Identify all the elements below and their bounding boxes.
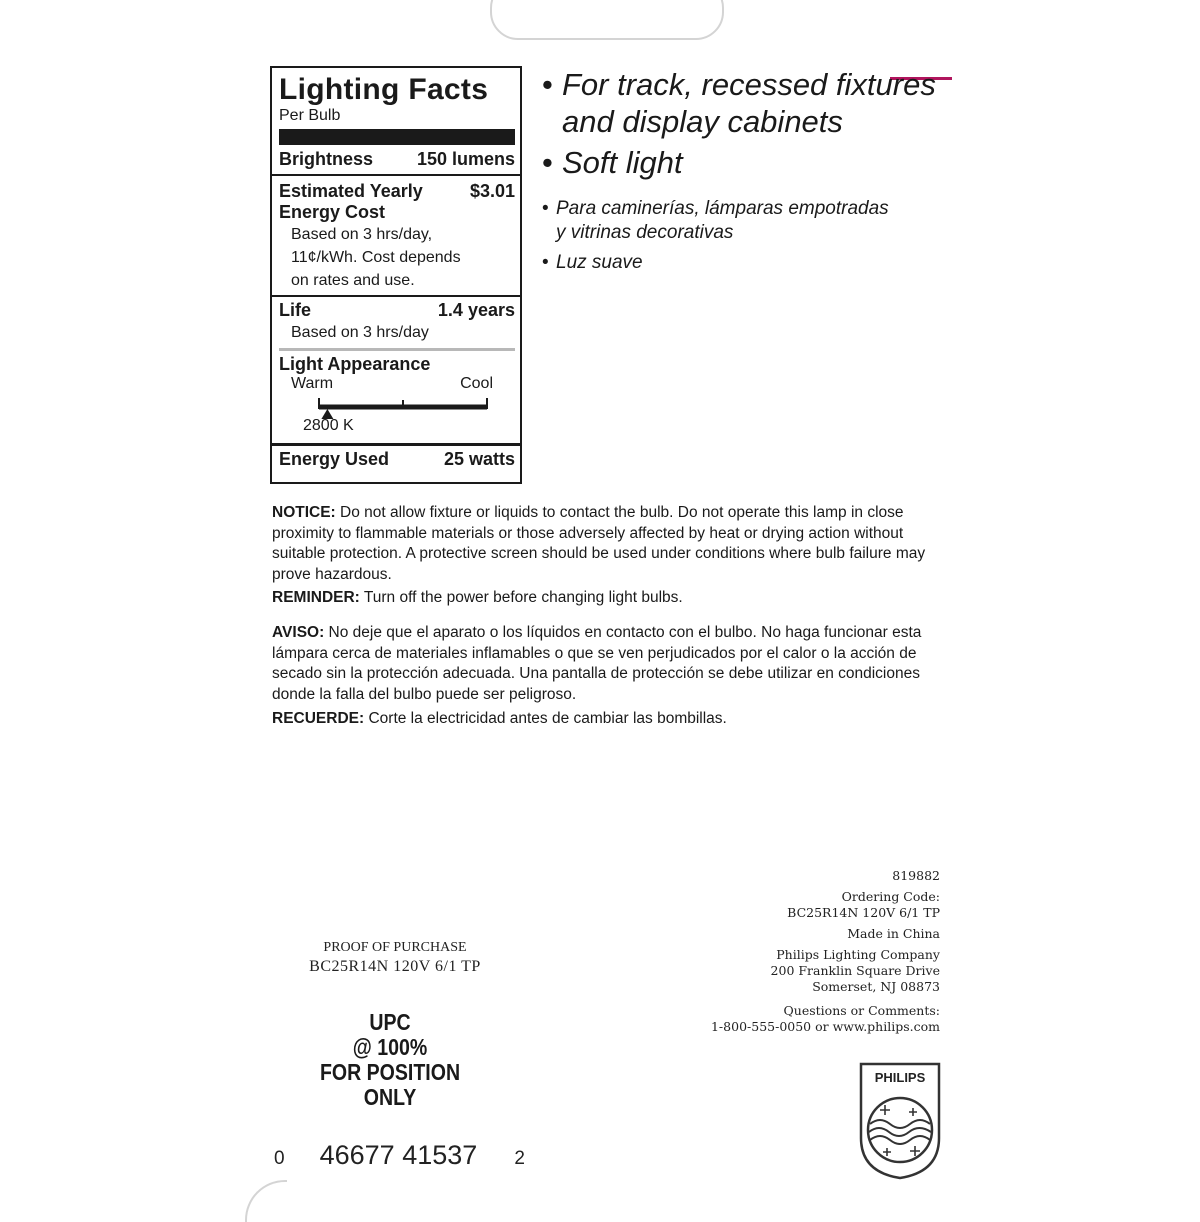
feature-es-1-line2: y vitrinas decorativas (556, 222, 734, 243)
appearance-row (279, 354, 515, 375)
barcode-digit-right: 2 (514, 1148, 525, 1169)
energy-value: 25 watts (443, 449, 515, 469)
ordering-label: Ordering Code: (841, 889, 940, 904)
company-name: Philips Lighting Company (776, 947, 940, 962)
divider (279, 348, 515, 351)
proof-label: PROOF OF PURCHASE (323, 940, 467, 955)
questions-label: Questions or Comments: (783, 1003, 940, 1018)
energy-label: Energy Used (279, 449, 390, 469)
feature-bullets (542, 66, 962, 275)
life-row (279, 300, 515, 321)
divider (272, 295, 520, 297)
brightness-label: Brightness (279, 149, 374, 169)
notice-paragraph (272, 503, 952, 585)
hang-tab-cutout (490, 0, 724, 40)
notice-label: NOTICE: (272, 504, 336, 521)
cost-note-line2: 11¢/kWh. Cost depends (291, 249, 461, 266)
cost-label-line2: Energy Cost (279, 202, 386, 222)
recuerde-paragraph (272, 709, 952, 730)
feature-en-2-text: Soft light (562, 145, 683, 180)
upc-line1: UPC (369, 1009, 411, 1035)
philips-logo (857, 1060, 943, 1180)
life-note: Based on 3 hrs/day (291, 324, 429, 341)
color-temp-value: 2800 K (303, 417, 354, 434)
brightness-row (279, 149, 515, 170)
cost-note-line1: Based on 3 hrs/day, (291, 226, 433, 243)
address-line2: Somerset, NJ 08873 (812, 979, 940, 994)
contact-block (711, 1003, 940, 1035)
cost-row (279, 181, 515, 223)
bullet-icon: • (542, 252, 549, 273)
recuerde-label: RECUERDE: (272, 710, 365, 727)
feature-en-1 (542, 66, 962, 140)
reminder-label: REMINDER: (272, 589, 360, 606)
brightness-value: 150 lumens (416, 149, 515, 169)
feature-es-1-line1: Para caminerías, lámparas empotradas (556, 198, 889, 219)
upc-line4: ONLY (363, 1084, 417, 1110)
barcode-digit-left: 0 (274, 1148, 285, 1169)
lighting-facts-panel (270, 66, 522, 484)
address-line1: 200 Franklin Square Drive (770, 963, 940, 978)
reminder-paragraph (272, 588, 952, 609)
feature-en-1-line1: For track, recessed fixtures (562, 67, 936, 102)
proof-code: BC25R14N 120V 6/1 TP (309, 958, 481, 975)
warm-label: Warm (291, 375, 334, 392)
feature-es-1 (542, 197, 962, 245)
cost-label-line1: Estimated Yearly (279, 181, 423, 201)
life-value: 1.4 years (437, 300, 515, 320)
appearance-scale-labels (279, 375, 515, 393)
recuerde-text: Corte la electricidad antes de cambiar las bombillas. (364, 710, 727, 727)
ordering-block (787, 889, 940, 921)
divider (272, 443, 520, 446)
color-temperature-scale (279, 395, 515, 439)
contact-info: 1-800-555-0050 or www.philips.com (710, 1019, 940, 1034)
divider (272, 174, 520, 176)
per-bulb-label: Per Bulb (279, 107, 341, 124)
company-address (771, 947, 940, 995)
energy-row (279, 449, 515, 470)
barcode-digits-main: 46677 41537 (319, 1140, 478, 1170)
feature-en-2 (542, 144, 962, 181)
upc-placeholder (314, 1010, 467, 1110)
cost-note-line3: on rates and use. (291, 272, 415, 289)
ordering-code: BC25R14N 120V 6/1 TP (787, 905, 940, 920)
aviso-paragraph (272, 623, 952, 705)
feature-en-1-line2: and display cabinets (562, 104, 843, 139)
aviso-label: AVISO: (272, 624, 325, 641)
lighting-facts-title: Lighting Facts (279, 73, 489, 106)
aviso-text: No deje que el aparato o los líquidos en contacto con el bulbo. No haga funcionar esta lámpara cerca de materiales inflamables o que se ven perjudicados por el calor o la acción de secado sin la protección adecuada. Una pantalla de protección se debe utilizar en condiciones donde la falla del bulbo puede ser peligroso. (272, 624, 922, 703)
cool-label: Cool (460, 375, 493, 392)
life-label: Life (279, 300, 312, 320)
cost-note (279, 223, 515, 292)
notice-text: Do not allow fixture or liquids to contact the bulb. Do not operate this lamp in close proximity to flammable materials or those adversely affected by heat or drying action without suitable protection. A protective screen should be used under conditions where bulb failure may prove hazardous. (272, 504, 926, 583)
cost-value: $3.01 (469, 181, 515, 201)
bullet-icon: • (542, 67, 553, 102)
feature-es-2-text: Luz suave (556, 252, 643, 273)
logo-brand-text: PHILIPS (874, 1070, 926, 1085)
package-corner (245, 1180, 287, 1222)
upc-line2: @ 100% (352, 1034, 428, 1060)
item-number: 819882 (892, 868, 940, 883)
feature-es-2 (542, 251, 962, 275)
bullet-icon: • (542, 145, 553, 180)
made-in: Made in China (847, 926, 940, 941)
appearance-label: Light Appearance (279, 354, 431, 374)
barcode-number (274, 1140, 525, 1171)
bullet-icon: • (542, 198, 549, 219)
upc-line3: FOR POSITION (319, 1059, 461, 1085)
reminder-text: Turn off the power before changing light bulbs. (359, 589, 683, 606)
philips-shield-icon (857, 1060, 943, 1180)
proof-of-purchase (300, 940, 490, 976)
header-bar (279, 129, 515, 145)
